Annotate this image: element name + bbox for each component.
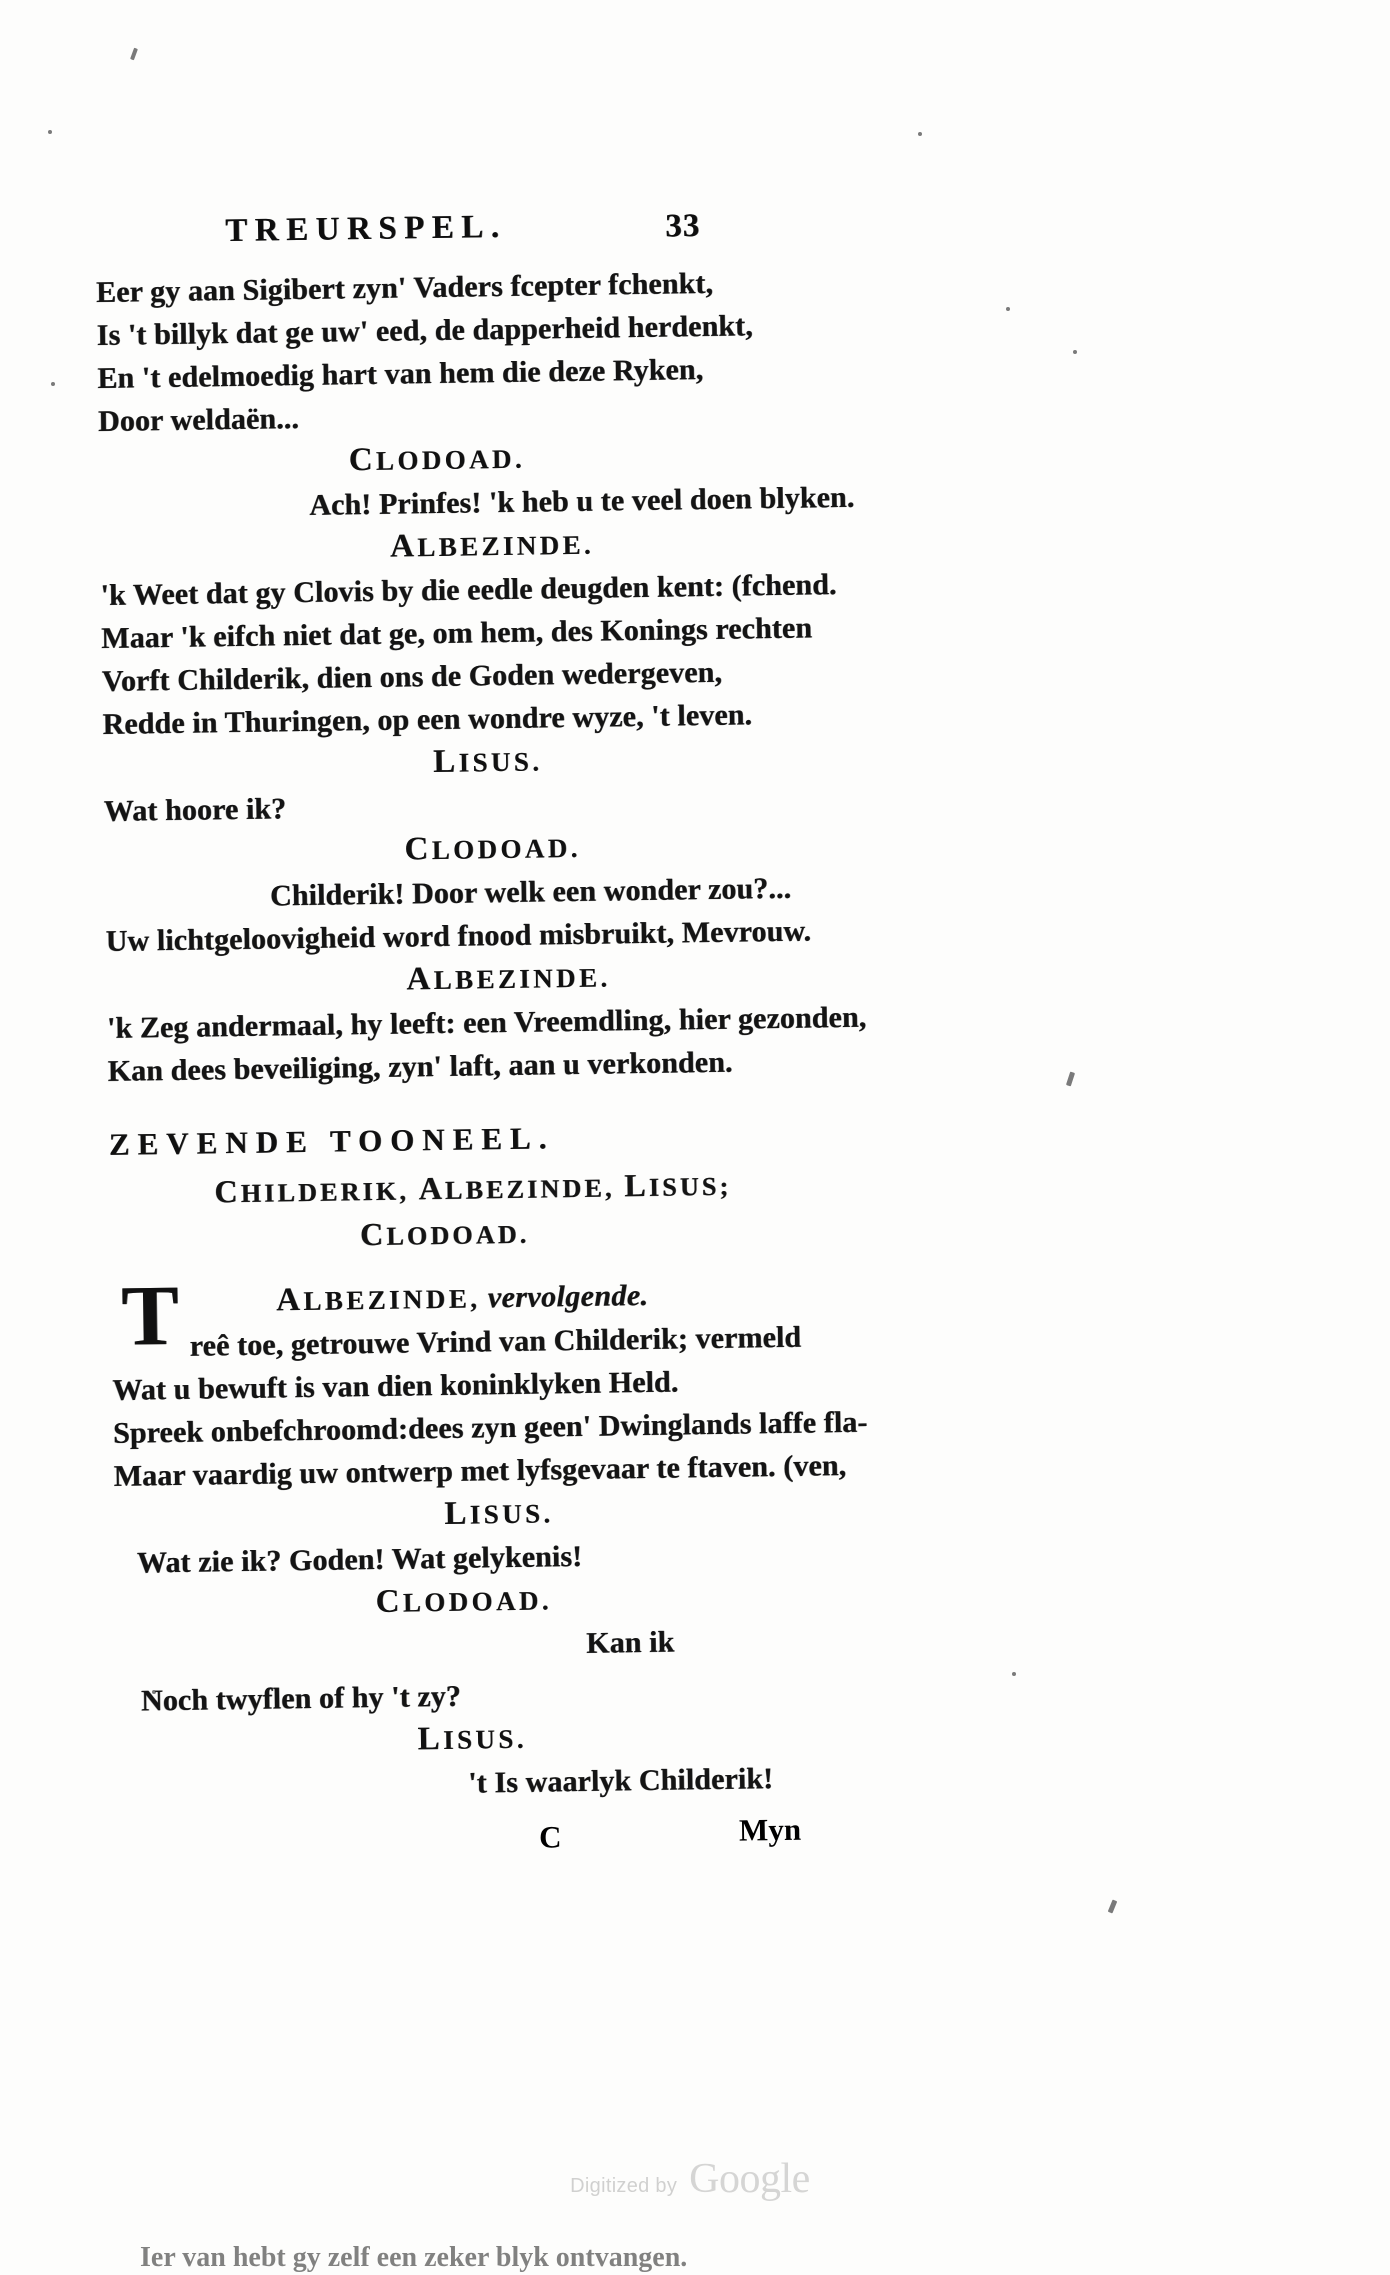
- verse-line: Childerik! Door welk een wonder zou?...: [269, 871, 792, 913]
- scene-heading: ZEVENDE TOONEEL.: [108, 1120, 555, 1162]
- verse-line: Eer gy aan Sigibert zyn' Vaders fcepter fchenkt,: [95, 266, 714, 309]
- speaker-name: LISUS.: [432, 743, 543, 781]
- verse-line: Uw lichtgeloovigheid word fnood misbruikt, Mevrouw.: [105, 914, 812, 958]
- speaker-name: ALBEZINDE.: [389, 528, 595, 565]
- stage-direction: vervolgende.: [487, 1278, 649, 1315]
- scan-speck: [1066, 1072, 1075, 1087]
- verse-line: Kan ik: [585, 1625, 675, 1660]
- verse-line: 'k Weet dat gy Clovis by die eedle deugden kent: (fchend.: [100, 568, 837, 612]
- verse-line: Spreek onbefchroomd:dees zyn geen' Dwinglands laffe fla-: [112, 1405, 868, 1450]
- scan-speck: [48, 130, 52, 134]
- verse-line: Wat u bewuft is van dien koninklyken Held.: [112, 1365, 679, 1407]
- verse-line: Wat hoore ik?: [103, 792, 287, 828]
- scene-cast-line: CLODOAD.: [359, 1215, 530, 1253]
- verse-line: Kan dees beveiliging, zyn' laft, aan u verkonden.: [107, 1045, 733, 1088]
- verse-line: 'k Zeg andermaal, hy leeft: een Vreemdling, hier gezonden,: [106, 1000, 867, 1045]
- speaker-name: LISUS.: [444, 1495, 554, 1532]
- scan-speck: [130, 48, 138, 61]
- running-head-title: TREURSPEL.: [224, 208, 507, 250]
- verse-line: Redde in Thuringen, op een wondre wyze, 't leven.: [102, 698, 753, 741]
- verse-line: Vorft Childerik, dien ons de Goden wedergeven,: [101, 655, 723, 698]
- drop-cap-letter: T: [120, 1266, 180, 1364]
- speaker-name: CLODOAD.: [404, 831, 581, 868]
- speaker-name: ALBEZINDE,: [275, 1282, 481, 1319]
- signature-mark: C: [538, 1819, 562, 1855]
- verse-line: Maar vaardig uw ontwerp met lyfsgevaar te ftaven. (ven,: [113, 1448, 847, 1493]
- page-bottom-bleed: [0, 2242, 1390, 2275]
- bleed-text: Ier van hebt gy zelf een zeker blyk ontvangen.: [140, 2242, 688, 2273]
- speaker-name: ALBEZINDE.: [406, 961, 611, 998]
- page-footer-marks: [119, 1812, 1060, 1874]
- digitized-by-label: Digitized by: [570, 2175, 678, 2197]
- google-wordmark-text: Google: [689, 2156, 810, 2202]
- speaker-name: LISUS.: [417, 1721, 528, 1758]
- page-number: 33: [664, 208, 701, 245]
- verse-line: En 't edelmoedig hart van hem die deze Ryken,: [97, 352, 704, 395]
- speaker-name: CLODOAD.: [375, 1583, 553, 1620]
- speaker-name: CLODOAD.: [348, 441, 526, 479]
- text-block: [95, 201, 1060, 1874]
- verse-line: Ach! Prinfes! 'k heb u te veel doen blyken.: [309, 480, 855, 522]
- verse-line: Door weldaën...: [97, 401, 300, 438]
- verse-line: Is 't billyk dat ge uw' eed, de dapperheid herdenkt,: [96, 309, 754, 352]
- dropcap-paragraph: [111, 1268, 1054, 1498]
- verse-line: Maar 'k eifch niet dat ge, om hem, des Konings rechten: [101, 611, 813, 655]
- scan-speck: [918, 132, 922, 136]
- scan-speck: [1073, 350, 1077, 354]
- digitized-by-watermark: [570, 2155, 810, 2203]
- scan-speck: [1108, 1900, 1118, 1914]
- verse-line: Noch twyflen of hy 't zy?: [140, 1679, 462, 1718]
- verse-line: reê toe, getrouwe Vrind van Childerik; vermeld: [189, 1320, 802, 1363]
- verse-line: Wat zie ik? Goden! Wat gelykenis!: [136, 1539, 583, 1580]
- verse-line: 't Is waarlyk Childerik!: [468, 1762, 774, 1800]
- scan-speck: [51, 382, 55, 386]
- catchword: Myn: [738, 1811, 802, 1848]
- scene-cast-line: CHILDERIK, ALBEZINDE, LISUS;: [214, 1166, 732, 1210]
